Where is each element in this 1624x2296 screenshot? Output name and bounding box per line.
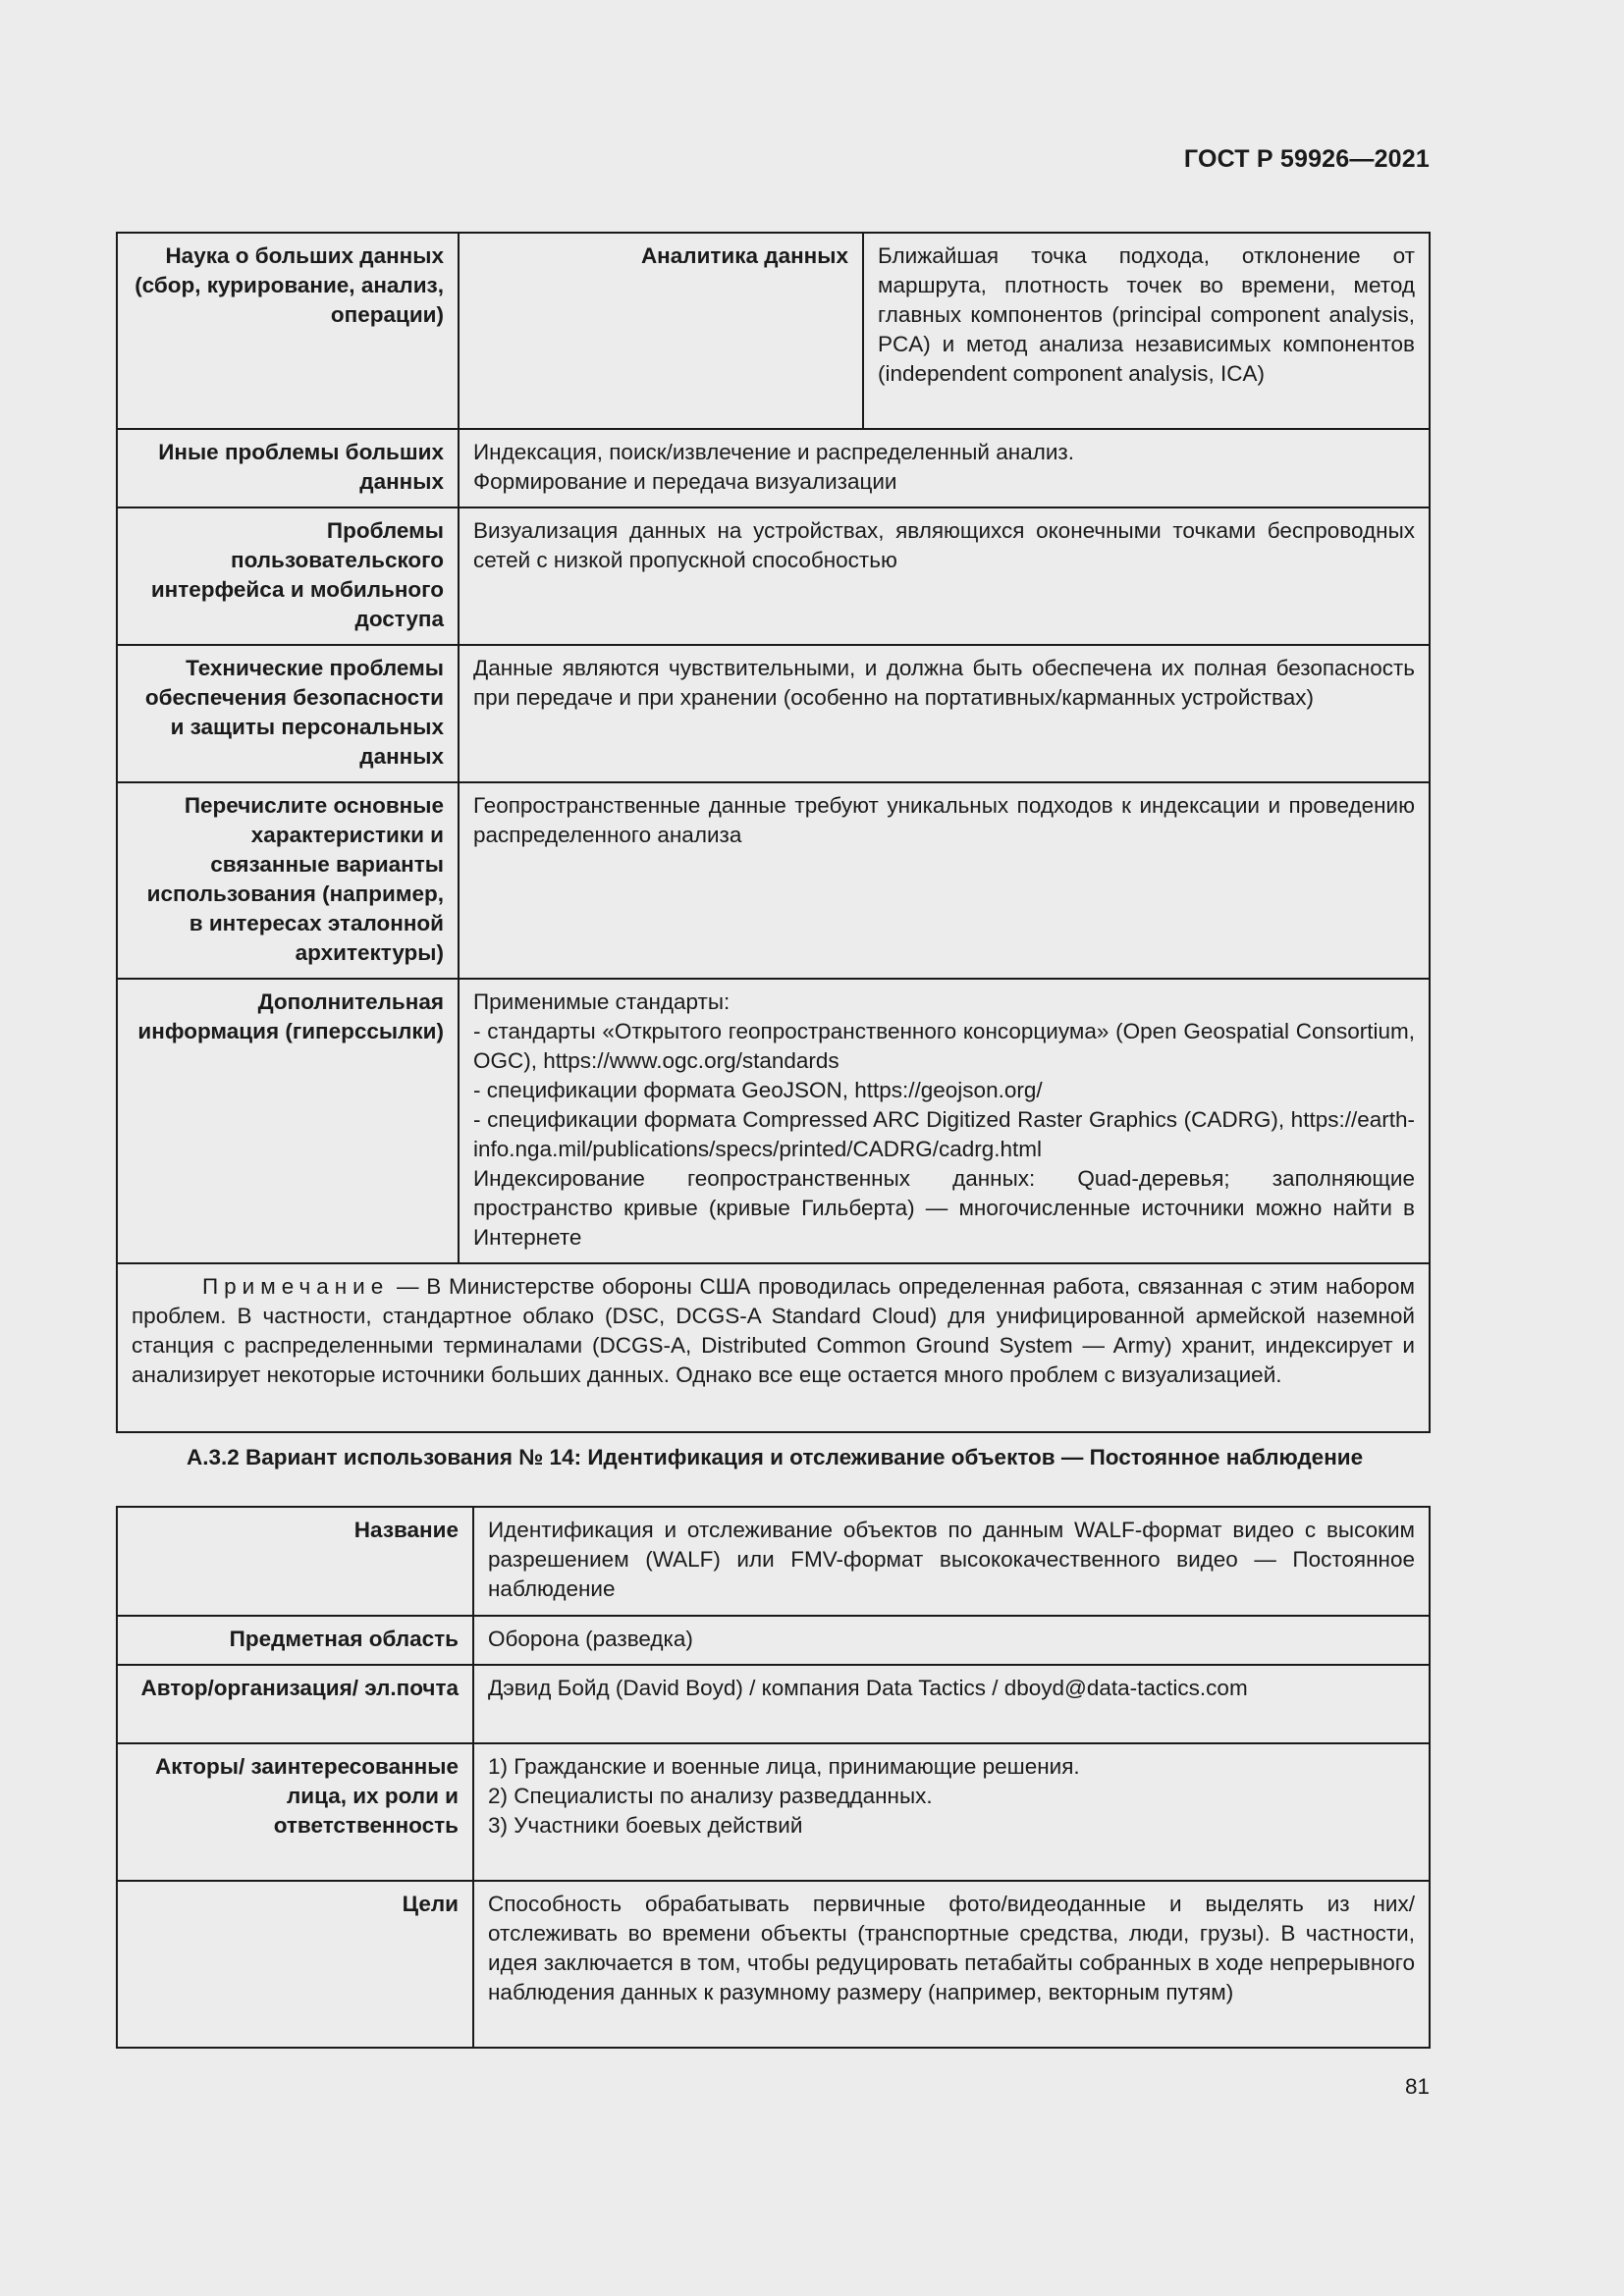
- section-heading: [116, 1443, 1431, 1472]
- row-label: Предметная область: [117, 1616, 473, 1665]
- value-line: - стандарты «Открытого геопространственного консорциума» (Open Geospatial Consortium, OGC), https://www.ogc.org/standards: [473, 1019, 1415, 1073]
- value-line: 2) Специалисты по анализу разведданных.: [488, 1784, 933, 1808]
- table-note: [117, 1263, 1430, 1432]
- table-row: [117, 1665, 1430, 1743]
- note-text: — В Министерстве обороны США проводилась определенная работа, связанная с этим набором проблем. В частности, стандартное облако (DSC, DCGS-A Standard Cloud) для унифицированной армейской наземной станция с распределенными терминалами (DCGS-A, Distributed Common Ground System — Army) хранит, индексирует и анализирует некоторые источники больших данных. Однако все еще остается много проблем с визуализацией.: [132, 1274, 1415, 1387]
- row-label: Перечислите основные характеристики и связанные варианты использования (например, в интересах эталонной архитектуры): [117, 782, 459, 979]
- table-row: [117, 1616, 1430, 1665]
- value-line: Применимые стандарты:: [473, 989, 731, 1014]
- row-value: [459, 979, 1430, 1263]
- row-value: Оборона (разведка): [473, 1616, 1430, 1665]
- page-number: 81: [1404, 2074, 1430, 2099]
- table-row: [117, 1881, 1430, 2048]
- table-row: [117, 1743, 1430, 1881]
- section-title: Вариант использования № 14: Идентификация и отслеживание объектов — Постоянное наблюдение: [245, 1445, 1364, 1469]
- value-line: Формирование и передача визуализации: [473, 469, 897, 494]
- table-row: [117, 645, 1430, 782]
- row-value: Ближайшая точка подхода, отклонение от маршрута, плотность точек во времени, метод главных компонентов (principal component analysis, PCA) и метод анализа независимых компонентов (independent component analysis, ICA): [863, 233, 1430, 429]
- document-code: ГОСТ Р 59926—2021: [1183, 145, 1430, 173]
- table-row: [117, 429, 1430, 507]
- row-label: Иные проблемы больших данных: [117, 429, 459, 507]
- section-number: А.3.2: [187, 1445, 240, 1469]
- table-row: [117, 1507, 1430, 1616]
- table-row: [117, 507, 1430, 645]
- value-line: - спецификации формата GeoJSON, https://geojson.org/: [473, 1078, 1043, 1102]
- row-sublabel: Аналитика данных: [459, 233, 863, 429]
- row-value: Идентификация и отслеживание объектов по данным WALF-формат видео с высоким разрешением (WALF) или FMV-формат высококачественного видео — Постоянное наблюдение: [473, 1507, 1430, 1616]
- value-line: Индексация, поиск/извлечение и распределенный анализ.: [473, 440, 1074, 464]
- table-row: [117, 1263, 1430, 1432]
- value-line: - спецификации формата Compressed ARC Digitized Raster Graphics (CADRG), https://earth-info.nga.mil/publications/specs/printed/CADRG/cadrg.html: [473, 1107, 1415, 1161]
- row-label: Название: [117, 1507, 473, 1616]
- row-label: Наука о больших данных (сбор, курирование, анализ, операции): [117, 233, 459, 429]
- use-case-table-continued: [116, 232, 1431, 1433]
- value-line: Индексирование геопространственных данных: Quad-деревья; заполняющие пространство кривые (кривые Гильберта) — многочисленные источники можно найти в Интернете: [473, 1166, 1415, 1250]
- row-label: Цели: [117, 1881, 473, 2048]
- row-value: Дэвид Бойд (David Boyd) / компания Data Tactics / dboyd@data-tactics.com: [473, 1665, 1430, 1743]
- table-row: [117, 233, 1430, 429]
- row-value: [459, 429, 1430, 507]
- note-label: Примечание: [202, 1274, 390, 1299]
- row-label: Автор/организация/ эл.почта: [117, 1665, 473, 1743]
- row-value: [473, 1743, 1430, 1881]
- table-row: [117, 979, 1430, 1263]
- table-row: [117, 782, 1430, 979]
- row-value: Визуализация данных на устройствах, являющихся оконечными точками беспроводных сетей с низкой пропускной способностью: [459, 507, 1430, 645]
- row-value: Способность обрабатывать первичные фото/видеоданные и выделять из них/ отслеживать во времени объекты (транспортные средства, люди, грузы). В частности, идея заключается в том, чтобы редуцировать петабайты собранных в ходе непрерывного наблюдения данных к разумному размеру (например, векторным путям): [473, 1881, 1430, 2048]
- row-label: Проблемы пользовательского интерфейса и мобильного доступа: [117, 507, 459, 645]
- row-label: Дополнительная информация (гиперссылки): [117, 979, 459, 1263]
- row-value: Данные являются чувствительными, и должна быть обеспечена их полная безопасность при передаче и при хранении (особенно на портативных/карманных устройствах): [459, 645, 1430, 782]
- value-line: 1) Гражданские и военные лица, принимающие решения.: [488, 1754, 1080, 1779]
- row-label: Акторы/ заинтересованные лица, их роли и ответственность: [117, 1743, 473, 1881]
- row-label: Технические проблемы обеспечения безопасности и защиты персональных данных: [117, 645, 459, 782]
- row-value: Геопространственные данные требуют уникальных подходов к индексации и проведению распределенного анализа: [459, 782, 1430, 979]
- use-case-table: [116, 1506, 1431, 2049]
- value-line: 3) Участники боевых действий: [488, 1813, 803, 1838]
